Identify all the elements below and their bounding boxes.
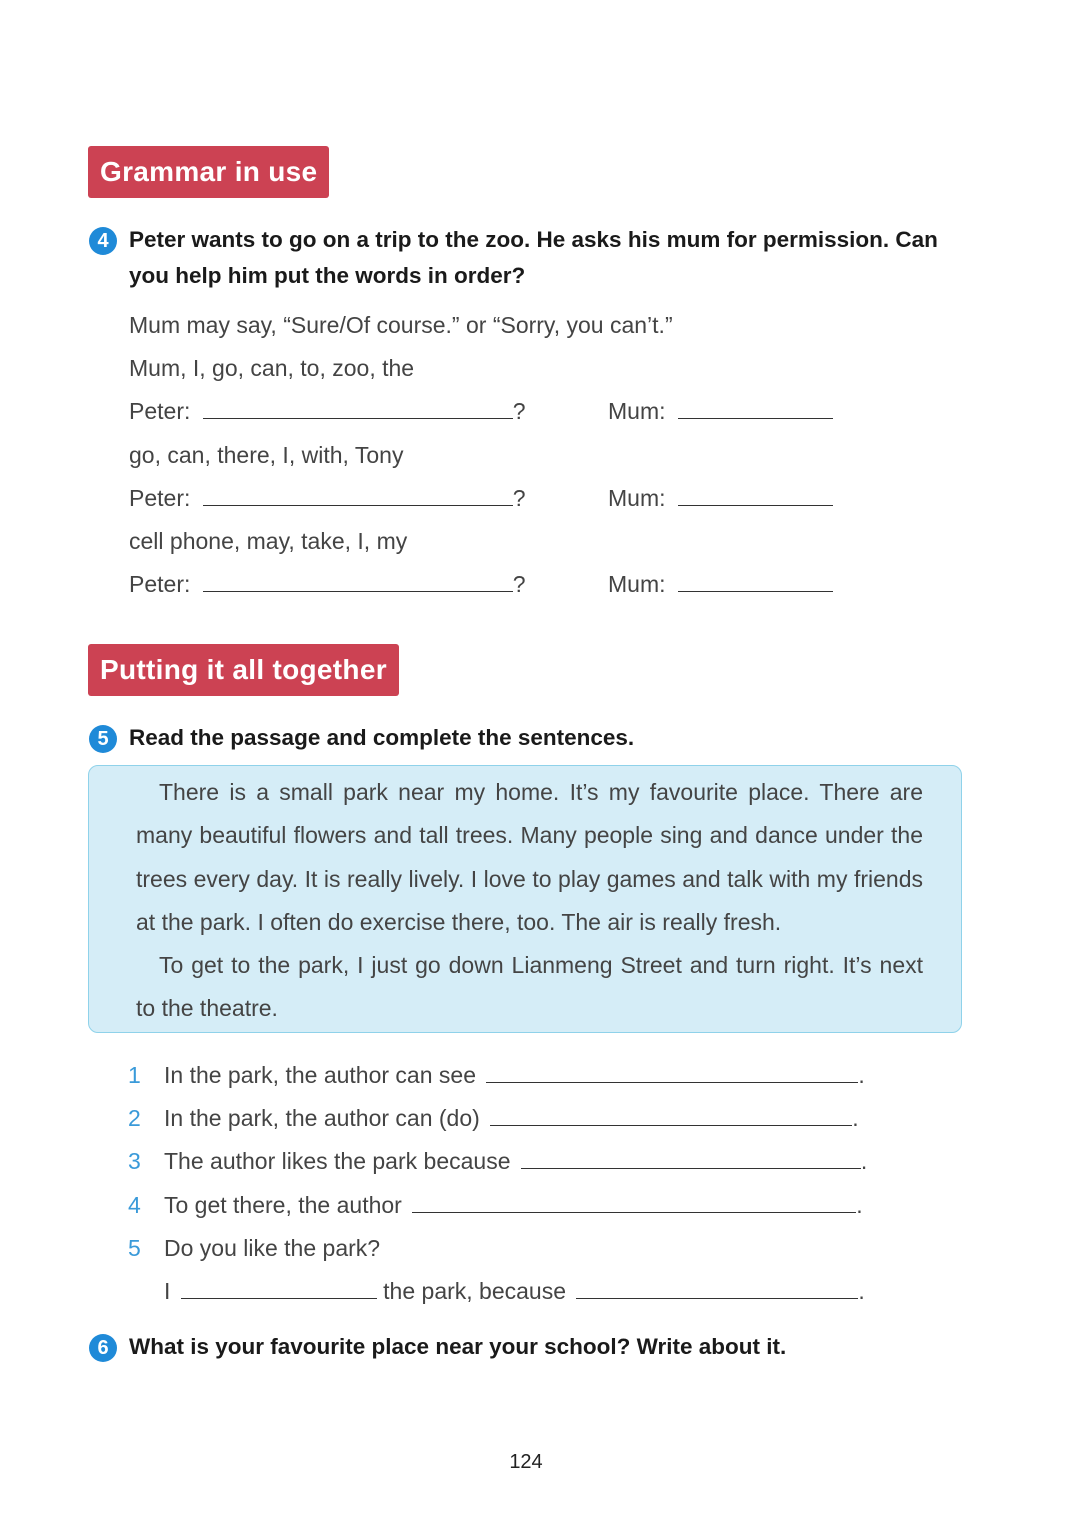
question-4-prompt: Peter wants to go on a trip to the zoo. He asks his mum for permission. Can you help him put the words in order? [129,227,938,288]
item-period: . [858,1062,865,1088]
item-text: To get there, the author [164,1192,402,1218]
question-number-6: 6 [89,1334,117,1362]
item-1-answer-blank[interactable] [486,1062,858,1083]
item-1 [164,1060,865,1090]
item-5-answer-blank-1[interactable] [181,1278,377,1299]
peter-answer-blank-1[interactable] [203,398,513,419]
peter-label: Peter: [129,571,191,597]
q4-peter-line-3 [129,569,526,599]
q4-word-group-2: go, can, there, I, with, Tony [129,442,404,468]
q4-word-group-1: Mum, I, go, can, to, zoo, the [129,355,415,381]
item-4 [164,1190,863,1220]
item-text: The author likes the park because [164,1148,511,1174]
item-period: . [860,1148,868,1174]
question-5-prompt: Read the passage and complete the sentences. [129,725,635,750]
answer-start: I [164,1278,171,1304]
mum-label: Mum: [608,485,666,511]
item-number-3: 3 [128,1148,141,1174]
mum-answer-blank-1[interactable] [678,398,833,419]
question-number-5: 5 [89,725,117,753]
q4-mum-line-3 [608,569,833,599]
item-text: In the park, the author can (do) [164,1105,480,1131]
item-3-answer-blank[interactable] [521,1148,861,1169]
q4-hint: Mum may say, “Sure/Of course.” or “Sorry, you can’t.” [129,312,673,338]
item-period: . [852,1105,859,1131]
item-number-1: 1 [128,1062,141,1088]
q4-peter-line-1 [129,396,526,426]
q4-peter-line-2 [129,483,526,513]
mum-answer-blank-2[interactable] [678,485,833,506]
item-period: . [858,1278,865,1304]
section-header-grammar-in-use: Grammar in use [88,146,329,198]
q4-word-group-3: cell phone, may, take, I, my [129,528,408,554]
peter-label: Peter: [129,485,191,511]
item-5-answer-blank-2[interactable] [576,1278,858,1299]
question-mark: ? [512,398,526,424]
question-mark: ? [512,485,526,511]
q4-mum-line-1 [608,396,833,426]
item-period: . [856,1192,863,1218]
item-4-answer-blank[interactable] [412,1192,856,1213]
item-5: Do you like the park? [164,1235,381,1261]
q4-mum-line-2 [608,483,833,513]
peter-answer-blank-2[interactable] [203,485,513,506]
item-2-answer-blank[interactable] [490,1105,852,1126]
section-header-putting-it-all-together: Putting it all together [88,644,399,696]
mum-label: Mum: [608,398,666,424]
item-2 [164,1103,859,1133]
page-number: 124 [509,1451,543,1473]
passage-paragraph-2: To get to the park, I just go down Lianmeng Street and turn right. It’s next to the theatre. [136,952,923,1022]
mum-answer-blank-3[interactable] [678,571,833,592]
item-number-4: 4 [128,1192,141,1218]
reading-passage-box [88,765,962,1033]
question-6-prompt: What is your favourite place near your school? Write about it. [129,1334,787,1359]
question-number-4: 4 [89,227,117,255]
question-mark: ? [512,571,526,597]
peter-answer-blank-3[interactable] [203,571,513,592]
answer-middle: the park, because [383,1278,567,1304]
item-text: In the park, the author can see [164,1062,476,1088]
item-3 [164,1146,867,1176]
passage-paragraph-1: There is a small park near my home. It’s my favourite place. There are many beautiful flowers and tall trees. Many people sing and dance under the trees every day. It is really lively. I love to play games and talk with my friends at the park. I often do exercise there, too. The air is really fresh. [136,779,923,936]
item-number-5: 5 [128,1235,141,1261]
item-number-2: 2 [128,1105,141,1131]
peter-label: Peter: [129,398,191,424]
mum-label: Mum: [608,571,666,597]
item-5-answer-line [164,1276,865,1306]
